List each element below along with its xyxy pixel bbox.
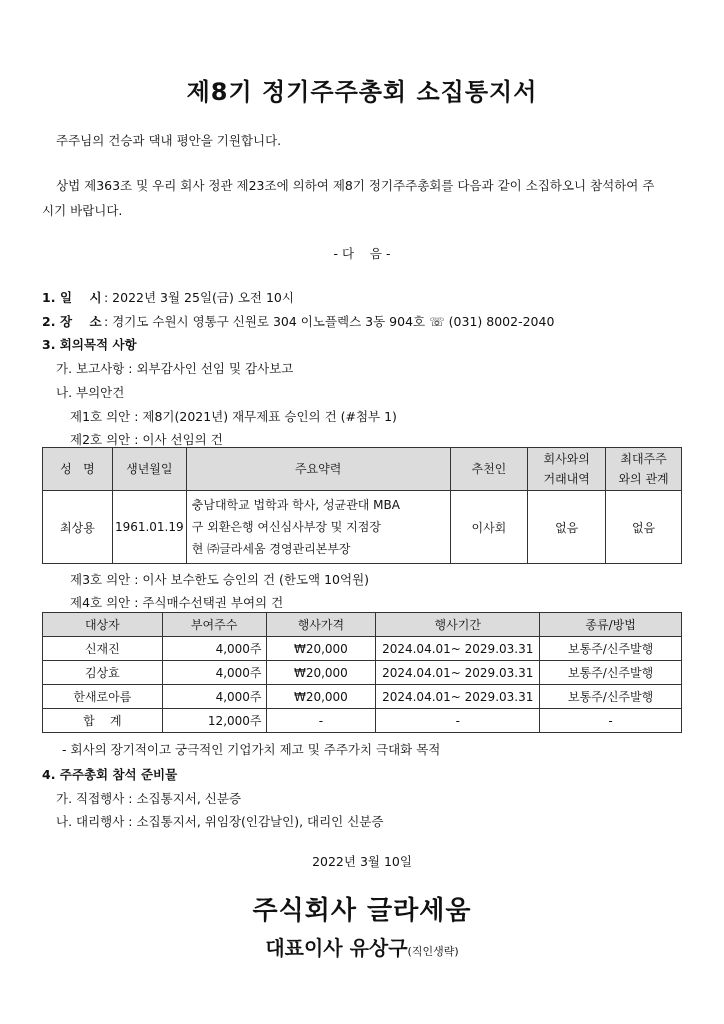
header-grantee: 대상자 — [43, 613, 163, 637]
ceo-signature — [0, 932, 724, 961]
option-type: 보통주/신주발행 — [540, 637, 682, 661]
total-shares: 12,000주 — [162, 709, 266, 733]
table-row — [43, 637, 682, 661]
report-items: 가. 보고사항 : 외부감사인 선임 및 감사보고 — [56, 361, 294, 376]
option-purpose-note: - 회사의 장기적이고 궁극적인 기업가치 제고 및 주주가치 극대화 목적 — [62, 742, 441, 757]
header-transactions: 회사와의 거래내역 — [528, 448, 606, 491]
candidate-transactions: 없음 — [528, 491, 606, 564]
resolution-items-heading: 나. 부의안건 — [56, 385, 125, 400]
table-header-row — [43, 613, 682, 637]
table-row — [43, 491, 682, 564]
company-name: 주식회사 글라세움 — [252, 896, 472, 926]
stock-option-table — [42, 612, 682, 733]
grant-shares: 4,000주 — [162, 637, 266, 661]
exercise-period: 2024.04.01~ 2029.03.31 — [376, 637, 540, 661]
notice-date: 2022년 3월 10일 — [312, 854, 412, 869]
agenda-item-2: 제2호 의안 : 이사 선임의 건 — [70, 432, 223, 447]
agenda-heading: 3. 회의목적 사항 — [42, 337, 137, 352]
exercise-price: ₩20,000 — [266, 685, 376, 709]
candidate-birth: 1961.01.19 — [112, 491, 186, 564]
header-type: 종류/방법 — [540, 613, 682, 637]
grant-shares: 4,000주 — [162, 661, 266, 685]
candidate-career: 충남대학교 법학과 학사, 성균관대 MBA 구 외환은행 여신심사부장 및 지점장 현 ㈜글라세움 경영관리본부장 — [186, 491, 450, 564]
datetime-num: 1. — [42, 290, 56, 305]
agenda-item-3: 제3호 의안 : 이사 보수한도 승인의 건 (한도액 10억원) — [70, 572, 370, 587]
intro-line-2: 시기 바랍니다. — [42, 203, 123, 218]
seal-omitted-note: (직인생략) — [407, 945, 459, 958]
exercise-period: 2024.04.01~ 2029.03.31 — [376, 685, 540, 709]
prep-heading: 4. 주주총회 참석 준비물 — [42, 767, 178, 782]
da-eum-heading: - 다 음 - — [333, 246, 391, 261]
grantee-name: 김상효 — [43, 661, 163, 685]
greeting: 주주님의 건승과 댁내 평안을 기원합니다. — [56, 133, 282, 148]
place-label: 장 소 — [60, 314, 102, 329]
intro-line-1: 상법 제363조 및 우리 회사 정관 제23조에 의하여 제8기 정기주주총회를 다음과 같이 소집하오니 참석하여 주 — [56, 178, 655, 193]
option-type: 보통주/신주발행 — [540, 685, 682, 709]
prep-proxy: 나. 대리행사 : 소집통지서, 위임장(인감날인), 대리인 신분증 — [56, 814, 384, 829]
candidate-recommender: 이사회 — [450, 491, 528, 564]
header-career: 주요약력 — [186, 448, 450, 491]
table-header-row — [43, 448, 682, 491]
agenda-item-1: 제1호 의안 : 제8기(2021년) 재무제표 승인의 건 (#첨부 1) — [70, 409, 397, 424]
option-type: 보통주/신주발행 — [540, 661, 682, 685]
total-type: - — [540, 709, 682, 733]
grant-shares: 4,000주 — [162, 685, 266, 709]
meeting-datetime — [42, 288, 294, 306]
exercise-period: 2024.04.01~ 2029.03.31 — [376, 661, 540, 685]
candidate-name: 최상용 — [43, 491, 113, 564]
datetime-value: : 2022년 3월 25일(금) 오전 10시 — [104, 290, 294, 305]
total-period: - — [376, 709, 540, 733]
grantee-name: 한새로아름 — [43, 685, 163, 709]
grantee-name: 신재진 — [43, 637, 163, 661]
table-row — [43, 661, 682, 685]
table-total-row — [43, 709, 682, 733]
document-title: 제8기 정기주주총회 소집통지서 — [186, 78, 538, 106]
director-candidate-table — [42, 447, 682, 564]
header-shares: 부여주수 — [162, 613, 266, 637]
table-row — [43, 685, 682, 709]
meeting-place — [42, 312, 554, 330]
header-price: 행사가격 — [266, 613, 376, 637]
agenda-item-4: 제4호 의안 : 주식매수선택권 부여의 건 — [70, 595, 284, 610]
total-label: 합 계 — [43, 709, 163, 733]
place-value: : 경기도 수원시 영통구 신원로 304 이노플렉스 3동 904호 ☏ (031) 8002-2040 — [104, 314, 555, 329]
candidate-relation: 없음 — [606, 491, 682, 564]
header-birth: 생년월일 — [112, 448, 186, 491]
datetime-label: 일 시 — [60, 290, 102, 305]
header-name: 성 명 — [43, 448, 113, 491]
prep-direct: 가. 직접행사 : 소집통지서, 신분증 — [56, 791, 242, 806]
exercise-price: ₩20,000 — [266, 661, 376, 685]
place-num: 2. — [42, 314, 56, 329]
header-recommender: 추천인 — [450, 448, 528, 491]
header-relation: 최대주주 와의 관계 — [606, 448, 682, 491]
exercise-price: ₩20,000 — [266, 637, 376, 661]
total-price: - — [266, 709, 376, 733]
ceo-name: 대표이사 유상구 — [265, 936, 408, 960]
header-period: 행사기간 — [376, 613, 540, 637]
